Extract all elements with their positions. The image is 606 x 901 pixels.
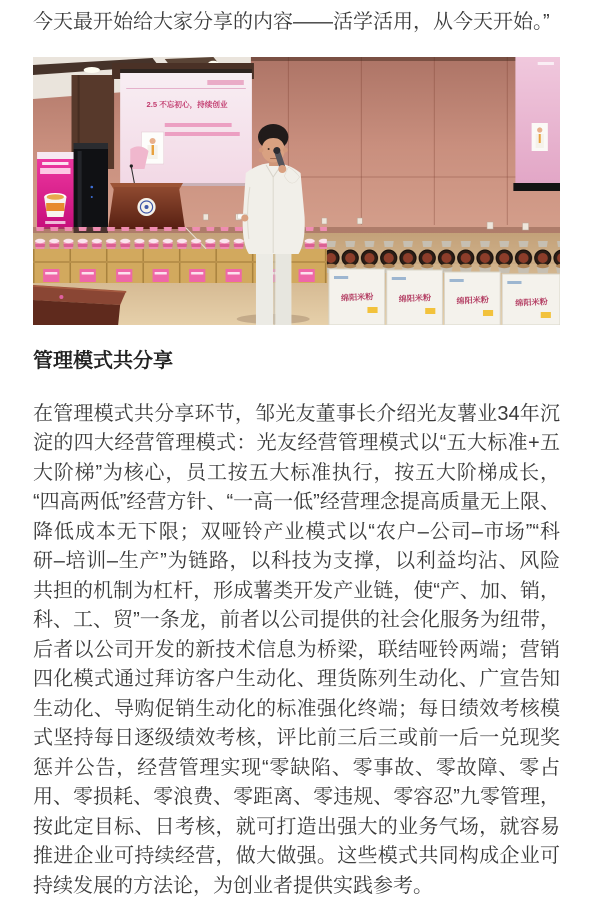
speaker-tower — [74, 143, 108, 239]
product-box-label: 绵阳米粉 — [398, 292, 432, 304]
event-photo-illustration — [33, 57, 560, 325]
product-box-label: 绵阳米粉 — [341, 291, 375, 303]
slide-title: 2.5 不忘初心，持续创业 — [147, 99, 229, 110]
product-box-label: 绵阳米粉 — [515, 296, 549, 308]
tv-bezel — [513, 183, 560, 191]
body-paragraph: 在管理模式共分享环节，邹光友董事长介绍光友薯业34年沉淀的四大经营管理模式：光友经营管理模式以“五大标准+五大阶梯”为核心，员工按五大标准执行，按五大阶梯成长，“四高两低”经营方针、“一高一低”经营理念提高质量无上限、降低成本无下限；双哑铃产业模式以“农户–公司–市场”“科研–培训–生产”为链路，以科技为支撑，以利益均沾、风险共担的机制为杠杆，形成薯类开发产业链，使“产、加、销，科、工、贸”一条龙，前者以公司提供的社会化服务为纽带，后者以公司开发的新技术信息为桥梁，联结哑铃两端；营销四化模式通过拜访客户生动化、理货陈列生动化、广宣告知生动化、导购促销生动化的标准强化终端；每日绩效考核模式坚持每日逐级绩效考核，评比前三后三或前一后一兑现奖惩并公告，经营管理实现“零缺陷、零事故、零故障、零占用、零损耗、零浪费、零距离、零违规、零容忍”九零管理，按此定目标、日考核，就可打造出强大的业务气场，就容易推进企业可持续经营，做大做强。这些模式共同构成企业可持续发展的方法论，为创业者提供实践参考。 — [33, 400, 560, 901]
event-photo[interactable] — [33, 57, 560, 325]
rollup-banner — [37, 152, 73, 229]
product-box-label: 绵阳米粉 — [456, 294, 490, 306]
ceiling-light — [84, 67, 100, 73]
table-corner — [33, 285, 126, 325]
section-heading: 管理模式共分享 — [33, 347, 560, 375]
intro-paragraph: 今天最开始给大家分享的内容——活学活用，从今天开始。” — [33, 8, 560, 38]
side-tv-screen — [515, 57, 560, 185]
silver-cup-row — [327, 241, 560, 273]
